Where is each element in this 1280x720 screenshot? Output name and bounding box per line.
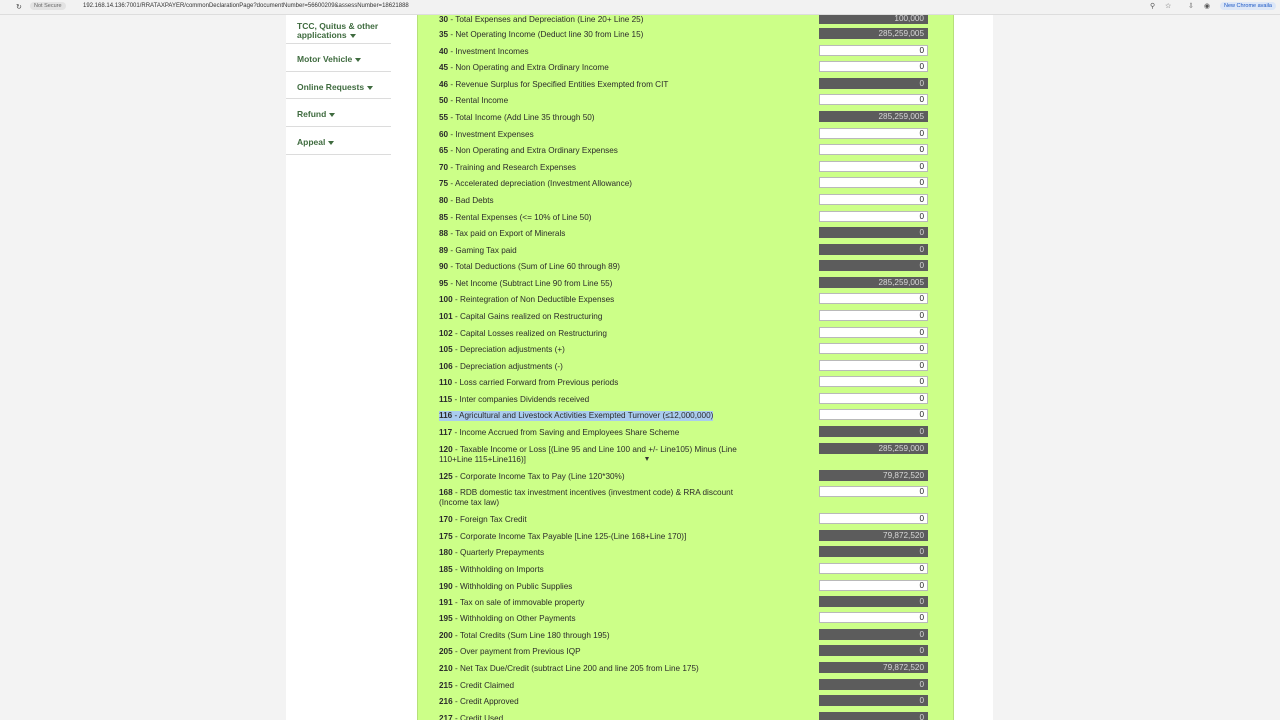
form-row-label: 46 - Revenue Surplus for Specified Entities Exempted from CIT: [439, 80, 669, 89]
form-row-label: 190 - Withholding on Public Supplies: [439, 582, 573, 591]
form-row-label: 116 - Agricultural and Livestock Activities Exempted Turnover (≤12,000,000): [439, 411, 714, 420]
sidebar-item-label: TCC, Quitus & other applications: [297, 21, 379, 40]
line-description: Depreciation adjustments (-): [459, 362, 563, 371]
computed-value-field: 0: [819, 546, 928, 557]
line-description: Agricultural and Livestock Activities Exempted Turnover (≤12,000,000): [459, 411, 714, 420]
line-number: 106: [439, 362, 453, 371]
line-description: Accelerated depreciation (Investment Allowance): [454, 179, 632, 188]
line-description: Withholding on Other Payments: [459, 614, 576, 623]
line-description: Non Operating and Extra Ordinary Income: [455, 63, 609, 72]
line-number: 215: [439, 681, 453, 690]
line-description: Net Income (Subtract Line 90 from Line 55): [455, 279, 613, 288]
line-number: 205: [439, 647, 453, 656]
chevron-down-icon: [367, 86, 373, 90]
line-description: Training and Research Expenses: [455, 163, 577, 172]
line-description: Credit Approved: [459, 697, 519, 706]
line-description: RDB domestic tax investment incentives (investment code) & RRA discount (Income tax law): [439, 488, 733, 507]
form-row-label: 50 - Rental Income: [439, 96, 509, 105]
sidebar-item-refund[interactable]: [286, 99, 391, 127]
line-description: Reintegration of Non Deductible Expenses: [459, 295, 615, 304]
line-number: 216: [439, 697, 453, 706]
form-row-label: 110 - Loss carried Forward from Previous periods: [439, 378, 619, 387]
amount-input[interactable]: 0: [819, 144, 928, 155]
line-description: Net Operating Income (Deduct line 30 from Line 15): [455, 30, 644, 39]
chrome-update-button[interactable]: New Chrome availa: [1220, 2, 1276, 10]
form-row-label: 168 - RDB domestic tax investment incentives (investment code) & RRA discount (Income tax law): [439, 488, 733, 507]
line-description: Credit Used: [459, 714, 504, 720]
line-description: Net Tax Due/Credit (subtract Line 200 and line 205 from Line 175): [459, 664, 699, 673]
sidebar-item-label: Online Requests: [297, 82, 365, 92]
line-number: 116: [439, 411, 453, 420]
line-description: Total Income (Add Line 35 through 50): [455, 113, 595, 122]
form-row-label: 65 - Non Operating and Extra Ordinary Expenses: [439, 146, 618, 155]
amount-input[interactable]: 0: [819, 45, 928, 56]
form-row-label: 170 - Foreign Tax Credit: [439, 515, 527, 524]
line-number: 65: [439, 146, 449, 155]
amount-input[interactable]: 0: [819, 293, 928, 304]
line-description: Total Expenses and Depreciation (Line 20+ Line 25): [455, 15, 644, 24]
line-description: Foreign Tax Credit: [459, 515, 527, 524]
line-number: 45: [439, 63, 449, 72]
line-number: 40: [439, 47, 449, 56]
reload-icon[interactable]: ↻: [16, 4, 22, 11]
line-description: Withholding on Imports: [459, 565, 544, 574]
line-number: 120: [439, 445, 453, 454]
form-row-label: 89 - Gaming Tax paid: [439, 246, 517, 255]
form-row-label: 40 - Investment Incomes: [439, 47, 529, 56]
form-row-label: 85 - Rental Expenses (<= 10% of Line 50): [439, 213, 592, 222]
sidebar-item-online-requests[interactable]: [286, 72, 391, 99]
form-row-label: 80 - Bad Debts: [439, 196, 494, 205]
form-row-label: 200 - Total Credits (Sum Line 180 through 195): [439, 631, 610, 640]
form-row-label: 90 - Total Deductions (Sum of Line 60 through 89): [439, 262, 621, 271]
sidebar-item-label: Appeal: [297, 137, 326, 147]
computed-value-field: 0: [819, 645, 928, 656]
line-description: Loss carried Forward from Previous periods: [459, 378, 619, 387]
form-row-label: 120 - Taxable Income or Loss [(Line 95 and Line 100 and +/- Line105) Minus (Line 110+Line 115+Line116)]: [439, 445, 737, 464]
line-number: 89: [439, 246, 449, 255]
amount-input[interactable]: 0: [819, 343, 928, 354]
line-description: Total Deductions (Sum of Line 60 through 89): [455, 262, 621, 271]
declaration-form-panel: [417, 15, 954, 720]
line-number: 100: [439, 295, 453, 304]
amount-input[interactable]: 0: [819, 513, 928, 524]
computed-value-field: 285,259,000: [819, 443, 928, 454]
line-description: Taxable Income or Loss [(Line 95 and Line 100 and +/- Line105) Minus (Line 110+Line 115+Line116)]: [439, 445, 737, 464]
sidebar-item-label: Motor Vehicle: [297, 54, 353, 64]
address-bar[interactable]: 192.168.14.136:7001/RRATAXPAYER/commonDeclarationPage?documentNumber=56600209&assessNumber=18621888: [83, 3, 409, 9]
line-description: Bad Debts: [455, 196, 494, 205]
form-row-label: 45 - Non Operating and Extra Ordinary Income: [439, 63, 609, 72]
form-row-label: 55 - Total Income (Add Line 35 through 50): [439, 113, 595, 122]
line-number: 46: [439, 80, 449, 89]
line-number: 90: [439, 262, 449, 271]
line-description: Revenue Surplus for Specified Entities Exempted from CIT: [455, 80, 669, 89]
form-row-label: 195 - Withholding on Other Payments: [439, 614, 576, 623]
form-row-label: 106 - Depreciation adjustments (-): [439, 362, 563, 371]
browser-toolbar: [0, 0, 1280, 15]
form-row-label: 215 - Credit Claimed: [439, 681, 515, 690]
amount-input[interactable]: 0: [819, 61, 928, 72]
amount-input[interactable]: 0: [819, 409, 928, 420]
line-description: Quarterly Prepayments: [459, 548, 545, 557]
computed-value-field: 79,872,520: [819, 662, 928, 673]
computed-value-field: 285,259,005: [819, 277, 928, 288]
computed-value-field: 100,000: [819, 15, 928, 24]
form-row-label: 95 - Net Income (Subtract Line 90 from Line 55): [439, 279, 613, 288]
form-row-label: 88 - Tax paid on Export of Minerals: [439, 229, 566, 238]
sidebar-item-appeal[interactable]: [286, 127, 391, 155]
line-description: Tax paid on Export of Minerals: [455, 229, 566, 238]
line-number: 185: [439, 565, 453, 574]
form-row-label: 60 - Investment Expenses: [439, 130, 534, 139]
amount-input[interactable]: 0: [819, 580, 928, 591]
computed-value-field: 0: [819, 679, 928, 690]
sidebar-item-label: Refund: [297, 109, 327, 119]
amount-input[interactable]: 0: [819, 486, 928, 497]
line-number: 170: [439, 515, 453, 524]
line-number: 55: [439, 113, 449, 122]
line-description: Depreciation adjustments (+): [459, 345, 565, 354]
line-number: 85: [439, 213, 449, 222]
form-row-label: 175 - Corporate Income Tax Payable [Line 125-(Line 168+Line 170)]: [439, 532, 687, 541]
computed-value-field: 0: [819, 426, 928, 437]
line-description: Non Operating and Extra Ordinary Expenses: [455, 146, 618, 155]
amount-input[interactable]: 0: [819, 327, 928, 338]
line-number: 210: [439, 664, 453, 673]
form-row-label: 185 - Withholding on Imports: [439, 565, 544, 574]
line-number: 195: [439, 614, 453, 623]
form-row-label: 100 - Reintegration of Non Deductible Expenses: [439, 295, 615, 304]
line-number: 191: [439, 598, 453, 607]
amount-input[interactable]: 0: [819, 161, 928, 172]
form-row-label: 102 - Capital Losses realized on Restructuring: [439, 329, 607, 338]
line-description: Rental Income: [455, 96, 509, 105]
line-number: 60: [439, 130, 449, 139]
download-icon[interactable]: ⇩: [1188, 3, 1194, 10]
sidebar-item-motor-vehicle[interactable]: [286, 44, 391, 72]
line-description: Over payment from Previous IQP: [459, 647, 581, 656]
line-description: Total Credits (Sum Line 180 through 195): [459, 631, 610, 640]
line-description: Tax on sale of immovable property: [459, 598, 585, 607]
computed-value-field: 0: [819, 695, 928, 706]
form-row-label: 101 - Capital Gains realized on Restructuring: [439, 312, 603, 321]
computed-value-field: 0: [819, 260, 928, 271]
amount-input[interactable]: 0: [819, 310, 928, 321]
computed-value-field: 0: [819, 244, 928, 255]
line-number: 105: [439, 345, 453, 354]
line-description: Investment Incomes: [455, 47, 529, 56]
line-number: 80: [439, 196, 449, 205]
form-row-label: 217 - Credit Used: [439, 714, 749, 720]
line-description: Capital Losses realized on Restructuring: [459, 329, 607, 338]
line-description: Gaming Tax paid: [455, 246, 517, 255]
line-description: Investment Expenses: [455, 130, 534, 139]
line-description: Credit Claimed: [459, 681, 515, 690]
computed-value-field: 285,259,005: [819, 111, 928, 122]
line-number: 115: [439, 395, 453, 404]
computed-value-field: 285,259,005: [819, 28, 928, 39]
line-number: 175: [439, 532, 453, 541]
line-number: 101: [439, 312, 453, 321]
amount-input[interactable]: 0: [819, 360, 928, 371]
chevron-down-icon: [329, 113, 335, 117]
page-margin-right: [993, 15, 1280, 720]
line-number: 95: [439, 279, 449, 288]
amount-input[interactable]: 0: [819, 563, 928, 574]
amount-input[interactable]: 0: [819, 177, 928, 188]
line-number: 217: [439, 714, 453, 720]
line-description: Rental Expenses (<= 10% of Line 50): [455, 213, 592, 222]
line-number: 200: [439, 631, 453, 640]
mouse-cursor: [645, 457, 649, 461]
line-number: 35: [439, 30, 449, 39]
form-row-label: 70 - Training and Research Expenses: [439, 163, 577, 172]
chevron-down-icon: [350, 34, 356, 38]
amount-input[interactable]: 0: [819, 128, 928, 139]
line-description: Inter companies Dividends received: [459, 395, 590, 404]
line-number: 125: [439, 472, 453, 481]
form-row-label: 216 - Credit Approved: [439, 697, 519, 706]
line-number: 30: [439, 15, 449, 24]
computed-value-field: 79,872,520: [819, 530, 928, 541]
form-row-label: 105 - Depreciation adjustments (+): [439, 345, 565, 354]
form-row-label: 30 - Total Expenses and Depreciation (Line 20+ Line 25): [439, 15, 644, 24]
computed-value-field: 79,872,520: [819, 470, 928, 481]
computed-value-field: 0: [819, 629, 928, 640]
form-row-label: 125 - Corporate Income Tax to Pay (Line 120*30%): [439, 472, 625, 481]
chevron-down-icon: [328, 141, 334, 145]
line-description: Corporate Income Tax Payable [Line 125-(Line 168+Line 170)]: [459, 532, 687, 541]
form-row-label: 180 - Quarterly Prepayments: [439, 548, 545, 557]
amount-input[interactable]: 0: [819, 211, 928, 222]
line-number: 110: [439, 378, 453, 387]
line-description: Corporate Income Tax to Pay (Line 120*30%): [459, 472, 625, 481]
security-badge[interactable]: Not Secure: [30, 2, 66, 10]
amount-input[interactable]: 0: [819, 376, 928, 387]
line-description: Income Accrued from Saving and Employees Share Scheme: [459, 428, 680, 437]
profile-icon[interactable]: ◉: [1204, 3, 1211, 10]
line-number: 70: [439, 163, 449, 172]
form-row-label: 35 - Net Operating Income (Deduct line 30 from Line 15): [439, 30, 644, 39]
computed-value-field: 0: [819, 78, 928, 89]
line-number: 180: [439, 548, 453, 557]
line-description: Withholding on Public Supplies: [459, 582, 573, 591]
amount-input[interactable]: 0: [819, 612, 928, 623]
line-number: 88: [439, 229, 449, 238]
line-number: 102: [439, 329, 453, 338]
page-margin-left: [0, 15, 286, 720]
bookmark-star-icon[interactable]: ☆: [1165, 3, 1172, 10]
sidebar-menu: [286, 15, 391, 155]
computed-value-field: 0: [819, 596, 928, 607]
chevron-down-icon: [355, 58, 361, 62]
form-row-label: 210 - Net Tax Due/Credit (subtract Line 200 and line 205 from Line 175): [439, 664, 699, 673]
sidebar-item-tcc[interactable]: [286, 15, 391, 44]
zoom-icon[interactable]: ⚲: [1150, 3, 1156, 10]
line-description: Capital Gains realized on Restructuring: [459, 312, 603, 321]
form-row-label: 191 - Tax on sale of immovable property: [439, 598, 585, 607]
computed-value-field: 0: [819, 712, 928, 720]
line-number: 168: [439, 488, 453, 497]
amount-input[interactable]: 0: [819, 194, 928, 205]
line-number: 50: [439, 96, 449, 105]
line-number: 117: [439, 428, 453, 437]
line-number: 190: [439, 582, 453, 591]
amount-input[interactable]: 0: [819, 94, 928, 105]
line-number: 75: [439, 179, 449, 188]
form-row-label: 117 - Income Accrued from Saving and Employees Share Scheme: [439, 428, 680, 437]
form-row-label: 205 - Over payment from Previous IQP: [439, 647, 581, 656]
amount-input[interactable]: 0: [819, 393, 928, 404]
computed-value-field: 0: [819, 227, 928, 238]
form-row-label: 75 - Accelerated depreciation (Investment Allowance): [439, 179, 632, 188]
form-row-label: 115 - Inter companies Dividends received: [439, 395, 590, 404]
